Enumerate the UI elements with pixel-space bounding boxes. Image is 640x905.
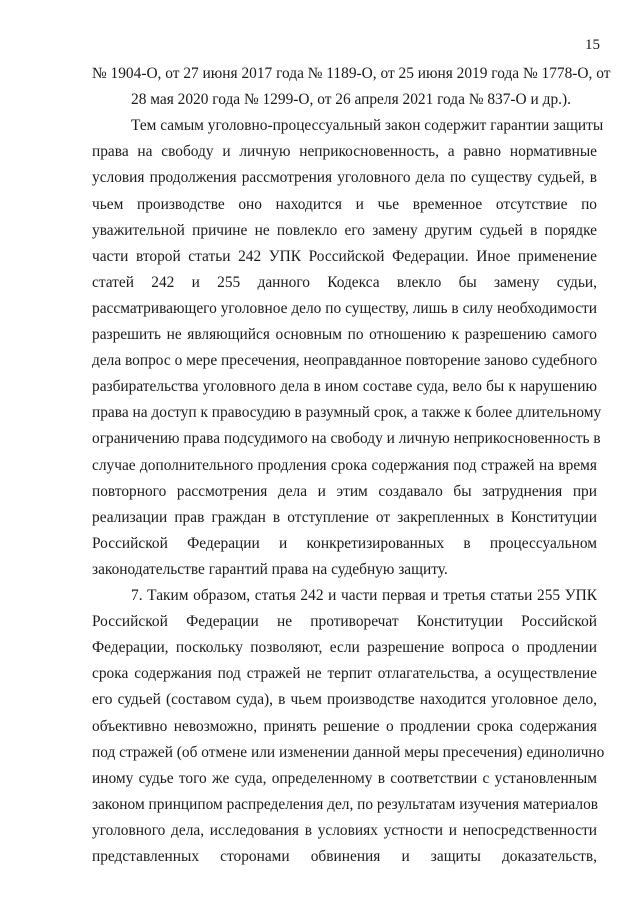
text-line: 28 мая 2020 года № 1299-О, от 26 апреля 2021 года № 837-О и др.).: [131, 91, 571, 109]
text-line: под стражей (об отмене или изменении данной меры пресечения) единолично: [92, 743, 605, 761]
text-line: Федерации, поскольку позволяют, если разрешение вопроса о продлении: [92, 639, 597, 657]
text-line: статей 242 и 255 данного Кодекса влекло бы замену судьи,: [92, 273, 597, 291]
text-line: права на свободу и личную неприкосновенность, а равно нормативные: [92, 143, 597, 161]
text-line: права на доступ к правосудию в разумный срок, а также к более длительному: [92, 404, 602, 422]
text-line: рассматривающего уголовное дело по существу, лишь в силу необходимости: [92, 299, 597, 317]
text-line: представленных сторонами обвинения и защиты доказательств,: [92, 848, 597, 865]
text-line: объективно невозможно, принять решение о продлении срока содержания: [92, 717, 597, 735]
text-line: законом принципом распределения дел, по результатам изучения материалов: [92, 795, 599, 813]
text-line: уголовного дела, исследования в условиях устности и непосредственности: [92, 821, 597, 839]
text-line: Российской Федерации и конкретизированных в процессуальном: [92, 534, 597, 552]
text-line: иному судье того же суда, определенному в соответствии с установленным: [92, 769, 597, 787]
text-line: условия продолжения рассмотрения уголовного дела по существу судьей, в: [92, 169, 597, 187]
text-line: 7. Таким образом, статья 242 и части первая и третья статьи 255 УПК: [131, 587, 597, 604]
text-line: срока содержания под стражей не терпит отлагательства, а осуществление: [92, 665, 597, 683]
text-line: части второй статьи 242 УПК Российской Федерации. Иное применение: [92, 247, 597, 265]
text-line: разбирательства уголовного дела в ином составе суда, вело бы к нарушению: [92, 378, 597, 396]
text-line: разрешить не являющийся основным по отношению к разрешению самого: [92, 326, 597, 343]
text-line: случае дополнительного продления срока содержания под стражей на время: [92, 456, 597, 474]
text-line: повторного рассмотрения дела и этим создавало бы затруднения при: [92, 482, 597, 500]
text-line: ограничению права подсудимого на свободу и личную неприкосновенность в: [92, 430, 601, 448]
page-number: 15: [585, 37, 600, 53]
text-line: дела вопрос о мере пресечения, неоправданное повторение заново судебного: [92, 352, 598, 370]
text-line: Тем самым уголовно-процессуальный закон содержит гарантии защиты: [131, 117, 604, 135]
text-line: законодательстве гарантий права на судебную защиту.: [92, 560, 448, 578]
text-line: чьем производстве оно находится и чье временное отсутствие по: [92, 195, 597, 213]
text-line: реализации прав граждан в отступление от закрепленных в Конституции: [92, 508, 597, 526]
text-line: уважительной причине не повлекло его замену другим судьей в порядке: [92, 221, 597, 239]
text-line: № 1904-О, от 27 июня 2017 года № 1189-О, от 25 июня 2019 года № 1778-О, от: [92, 65, 611, 82]
text-line: Российской Федерации не противоречат Конституции Российской: [92, 613, 597, 631]
text-line: его судьей (составом суда), в чьем производстве находится уголовное дело,: [92, 691, 597, 709]
